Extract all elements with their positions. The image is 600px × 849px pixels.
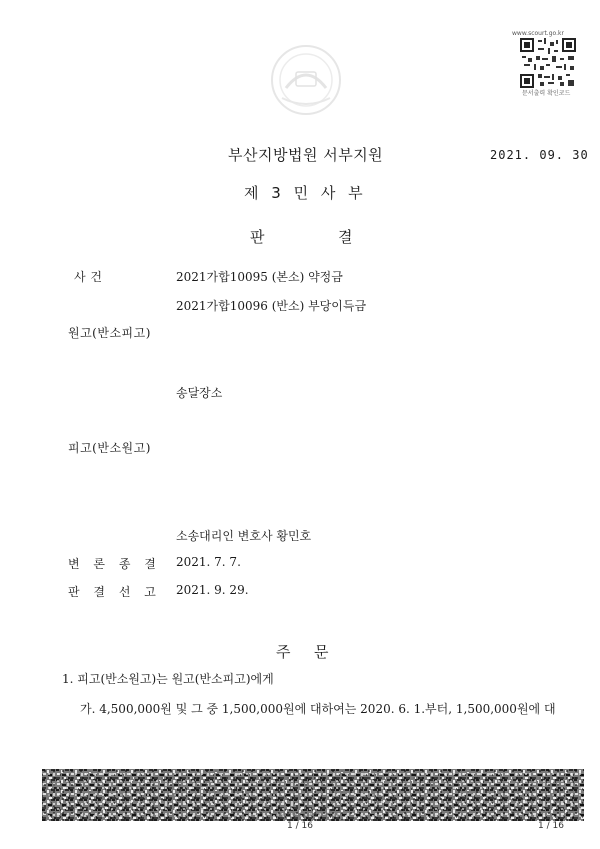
court-name: 부산지방법원 서부지원 (228, 146, 384, 164)
order-heading-part-1: 주 (276, 643, 291, 661)
qr-caption: 문서출력 확인코드 (522, 90, 571, 97)
order-heading-part-2: 문 (314, 643, 329, 661)
defendant-label: 피고(반소원고) (68, 441, 151, 455)
case-label: 사 건 (74, 270, 103, 284)
case-line-1: 2021가합10095 (본소) 약정금 (176, 270, 343, 284)
judgment-date-label: 판 결 선 고 (68, 585, 161, 599)
hearing-closed-label: 변 론 종 결 (68, 557, 161, 571)
judgment-date: 2021. 9. 29. (176, 583, 249, 597)
verification-qr-code (520, 38, 576, 88)
hearing-closed-date: 2021. 7. 7. (176, 555, 241, 569)
plaintiff-service-address: 송달장소 (176, 386, 223, 400)
court-seal-watermark (268, 42, 344, 118)
order-item-1-ga: 가. 4,500,000원 및 그 중 1,500,000원에 대하여는 2020. 6. 1.부터, 1,500,000원에 대 (80, 702, 556, 716)
qr-url-text: www.scourt.go.kr (512, 30, 564, 37)
page-number-center: 1 / 16 (287, 821, 313, 831)
order-item-1: 1. 피고(반소원고)는 원고(반소피고)에게 (62, 672, 274, 686)
case-line-2: 2021가합10096 (반소) 부당이득금 (176, 299, 367, 313)
court-division: 제 3 민 사 부 (244, 184, 364, 202)
barcode-caption: 위변조 방지용 바코드 입니다. (276, 813, 341, 819)
page-number-right: 1 / 16 (538, 821, 564, 831)
plaintiff-label: 원고(반소피고) (68, 326, 151, 340)
document-title-part-2: 결 (338, 228, 353, 246)
issue-date-stamp: 2021. 09. 30 (490, 148, 589, 162)
document-title-part-1: 판 (250, 228, 265, 246)
defendant-counsel: 소송대리인 변호사 황민호 (176, 529, 312, 543)
